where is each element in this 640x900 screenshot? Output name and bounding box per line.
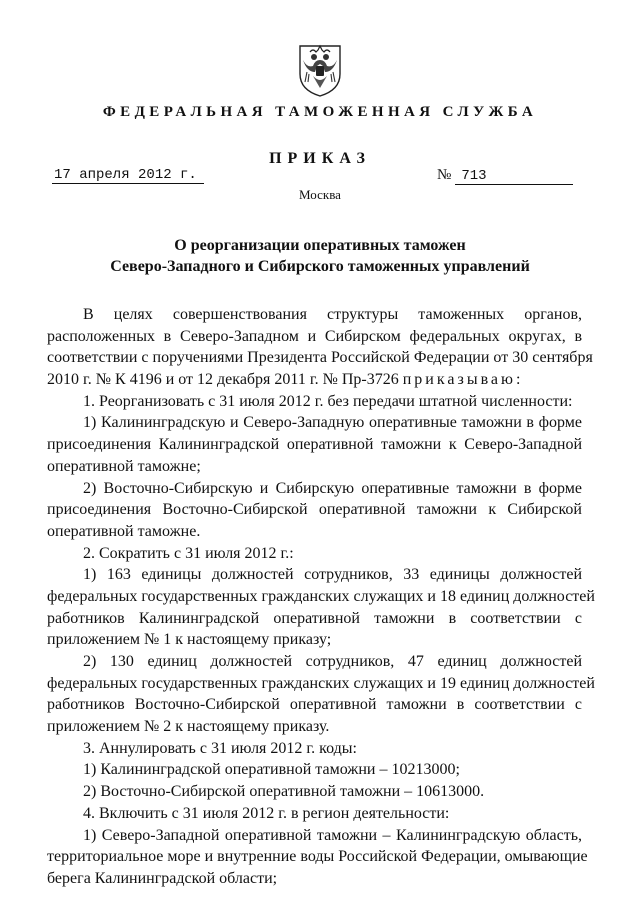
body-line: приложением № 1 к настоящему приказу;	[47, 631, 332, 649]
document-body	[47, 304, 595, 890]
body-line: 2) Восточно-Сибирской оперативной таможни – 10613000.	[83, 783, 485, 801]
title-line: Северо-Западного и Сибирского таможенных управлений	[110, 258, 530, 275]
body-line: присоединения Калининградской оперативной таможни к Северо-Западной	[47, 436, 582, 454]
body-line: 2) Восточно-Сибирскую и Сибирскую оперативные таможни в форме	[83, 479, 582, 497]
order-number-value: 713	[455, 168, 573, 185]
body-line: работников Калининградской оперативной таможни в соответствии с	[47, 609, 582, 627]
body-line-text: 2010 г. № К 4196 и от 12 декабря 2011 г. № Пр-3726	[47, 371, 399, 389]
document-type: ПРИКАЗ	[269, 150, 371, 167]
body-line: приложением № 2 к настоящему приказу.	[47, 718, 330, 736]
body-line: работников Восточно-Сибирской оперативной таможни в соответствии с	[47, 696, 582, 714]
body-line: федеральных государственных гражданских служащих и 19 единиц должностей	[47, 674, 595, 692]
body-line: 1. Реорганизовать с 31 июля 2012 г. без передачи штатной численности:	[83, 392, 573, 410]
body-line: 3. Аннулировать с 31 июля 2012 г. коды:	[83, 739, 357, 757]
agency-name: ФЕДЕРАЛЬНАЯ ТАМОЖЕННАЯ СЛУЖБА	[102, 104, 538, 120]
body-line: 1) Северо-Западной оперативной таможни – Калининградскую область,	[83, 826, 582, 844]
body-line: 1) 163 единицы должностей сотрудников, 33 единицы должностей	[83, 566, 582, 584]
order-verb: приказываю:	[402, 371, 524, 389]
body-line: соответствии с поручениями Президента Российской Федерации от 30 сентября	[47, 349, 593, 367]
city: Москва	[299, 187, 341, 202]
body-line: 1) Калининградскую и Северо-Западную оперативные таможни в форме	[83, 414, 582, 432]
body-line: В целях совершенствования структуры таможенных органов,	[83, 306, 582, 323]
order-number	[437, 167, 573, 185]
document-title	[0, 235, 640, 277]
body-line: берега Калининградской области;	[47, 869, 278, 887]
body-line: 4. Включить с 31 июля 2012 г. в регион деятельности:	[83, 804, 450, 822]
body-line: территориальное море и внутренние воды Российской Федерации, омывающие	[47, 848, 588, 866]
body-line: оперативной таможне;	[47, 457, 201, 475]
body-line: расположенных в Северо-Западном и Сибирском федеральных округах, в	[47, 327, 582, 345]
order-date: 17 апреля 2012 г.	[52, 167, 204, 184]
body-line	[47, 369, 582, 391]
title-line: О реорганизации оперативных таможен	[174, 237, 466, 254]
body-line: 2) 130 единиц должностей сотрудников, 47 единиц должностей	[83, 653, 582, 670]
body-line: оперативной таможне.	[47, 522, 201, 540]
order-number-label: №	[437, 167, 452, 183]
body-line: федеральных государственных гражданских служащих и 18 единиц должностей	[47, 587, 595, 605]
body-line: 1) Калининградской оперативной таможни – 10213000;	[83, 761, 460, 779]
double-headed-eagle-emblem-icon	[295, 42, 345, 98]
body-line: 2. Сократить с 31 июля 2012 г.:	[83, 544, 294, 562]
body-line: присоединения Восточно-Сибирской оперативной таможни к Сибирской	[47, 501, 582, 519]
